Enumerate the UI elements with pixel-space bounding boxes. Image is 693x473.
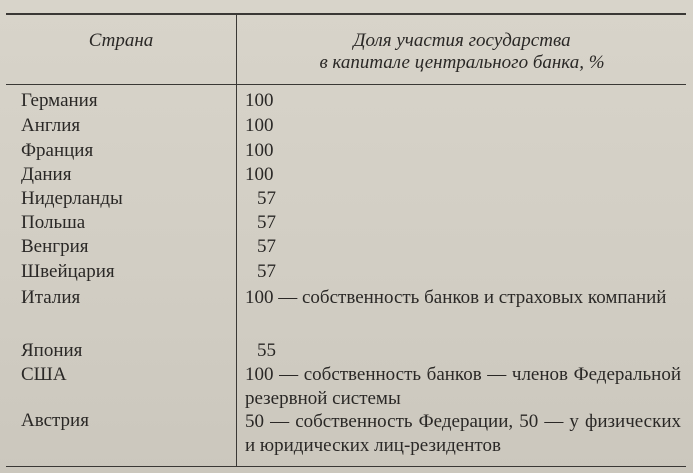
share-cell: 100 (245, 140, 274, 161)
table-bottom-rule (6, 466, 686, 467)
share-cell: 55 (257, 340, 276, 361)
column-header-share-line2: в капитале центрального банка, % (319, 52, 605, 73)
share-cell: 57 (257, 261, 276, 282)
share-cell: 57 (257, 212, 276, 233)
header-divider-rule (6, 84, 686, 85)
country-cell: Австрия (21, 410, 89, 431)
country-cell: Япония (21, 340, 83, 361)
country-cell: Венгрия (21, 236, 89, 257)
share-cell: 50 — собственность Федерации, 50 — у физических и юридических лиц-резидентов (245, 411, 681, 456)
share-cell: 100 — собственность банков — членов Федеральной резервной системы (245, 364, 681, 409)
country-cell: Польша (21, 212, 86, 233)
share-cell: 100 — собственность банков и страховых компаний (245, 287, 667, 308)
column-divider (236, 14, 237, 466)
country-cell: Италия (21, 287, 81, 308)
column-header-country: Страна (88, 30, 154, 51)
column-header-share-line1: Доля участия государства (353, 30, 571, 51)
share-cell: 100 (245, 115, 274, 136)
share-cell: 100 (245, 164, 274, 185)
country-cell: Нидерланды (21, 188, 123, 209)
country-cell: Англия (21, 115, 81, 136)
country-cell: США (21, 364, 67, 385)
share-cell: 57 (257, 236, 276, 257)
country-cell: Дания (21, 164, 72, 185)
table-top-rule (6, 13, 686, 15)
column-header-share (238, 30, 686, 74)
country-cell: Германия (21, 90, 98, 111)
share-cell: 57 (257, 188, 276, 209)
country-cell: Франция (21, 140, 94, 161)
share-cell: 100 (245, 90, 274, 111)
country-cell: Швейцария (21, 261, 115, 282)
